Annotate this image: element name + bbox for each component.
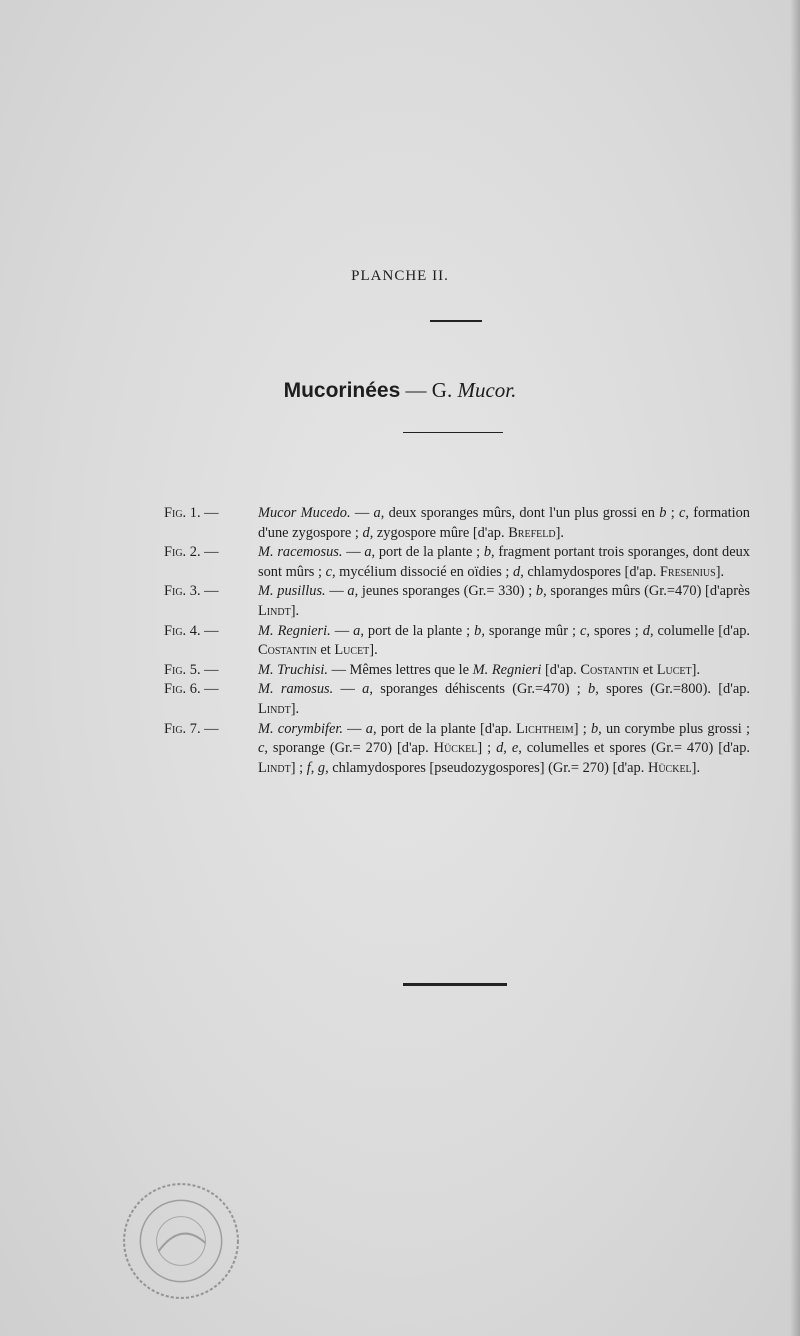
figure-text-part: b — [590, 720, 599, 737]
plate-heading: PLANCHE II. — [351, 268, 449, 284]
figure-text-part: M. ramosus. — [258, 681, 334, 698]
figure-text-part: , chlamydospores [d'ap. — [520, 563, 660, 580]
figure-text-part: M. corymbifer. — [258, 720, 343, 737]
figure-text-part: Lucet — [334, 642, 370, 659]
figure-text-part: , jeunes sporanges (Gr.= 330) ; — [354, 583, 536, 600]
figure-text-part: , spores ; — [586, 622, 643, 639]
figure-text-part: , formation d'une zygospore ; — [258, 505, 750, 541]
figure-text-part: ]. — [290, 602, 300, 619]
figure-text-part: Lindt — [258, 602, 291, 619]
figure-text-part: c — [258, 740, 265, 757]
figure-text-part: , — [310, 759, 318, 776]
figure-text-part: Costantin — [258, 642, 317, 659]
figure-text-part: c — [325, 563, 332, 580]
figure-text-part: d — [496, 740, 504, 757]
figure-legend-item — [164, 504, 750, 543]
figure-description — [258, 543, 750, 582]
figure-label: Fig. 1. — — [164, 505, 219, 521]
figure-text-part: a — [362, 681, 370, 698]
title-family: Mucorinées — [283, 379, 401, 402]
figure-text-part: — — [342, 720, 366, 737]
figure-text-part: Hückel — [647, 759, 692, 776]
figure-text-part: M. Truchisi. — [258, 661, 328, 678]
figure-text-part: ]. — [369, 642, 378, 659]
title-genus: Mucor. — [457, 378, 517, 402]
figure-text-part: , columelle [d'ap. — [649, 622, 751, 639]
figure-text-part: d — [362, 524, 370, 541]
figure-text-part: — — [350, 505, 374, 521]
figure-text-part: [d'ap. — [541, 661, 581, 678]
figure-text-part: , port de la plante ; — [360, 622, 475, 639]
figure-text-part: , chlamydospores [pseudozygospores] (Gr.= 270) [d'ap. — [325, 759, 648, 776]
figure-label: Fig. 2. — — [164, 544, 219, 561]
figure-text-part: , zygospore mûre [d'ap. — [369, 524, 509, 541]
figure-description — [258, 680, 750, 719]
figure-text-part: Fresenius — [659, 563, 716, 580]
figure-text-part: et — [316, 642, 335, 659]
figure-text-part: et — [639, 661, 657, 678]
plate-title — [0, 378, 800, 403]
figure-text-part: ] ; — [573, 720, 591, 737]
figure-label: Fig. 7. — — [164, 720, 219, 737]
figure-legend-item — [164, 582, 750, 621]
figure-description — [258, 622, 750, 661]
figure-text-part: — — [325, 583, 348, 600]
page-edge-shadow — [790, 0, 800, 1336]
figure-description — [258, 661, 750, 681]
figure-text-part: , port de la plante ; — [371, 544, 484, 561]
library-stamp-icon — [120, 1180, 242, 1302]
figure-text-part: ] ; — [290, 759, 307, 776]
figure-text-part: M. Regnieri. — [258, 622, 331, 639]
figure-text-part: Brefeld — [508, 524, 556, 541]
figure-text-part: , deux sporanges mûrs, dont l'un plus grossi en — [380, 505, 660, 521]
figure-text-part: M. racemosus. — [258, 544, 343, 561]
figure-text-part: — — [330, 622, 354, 639]
figure-legend-list — [164, 504, 750, 778]
figure-text-part: — Mêmes lettres que le — [327, 661, 473, 678]
figure-text-part: Hückel — [433, 740, 478, 757]
figure-text-part: d — [642, 622, 650, 639]
figure-text-part: g — [317, 759, 326, 776]
figure-text-part: ; — [666, 505, 679, 521]
figure-text-part: ]. — [691, 661, 701, 678]
figure-text-part: Lindt — [258, 700, 291, 717]
figure-text-part: , port de la plante [d'ap. — [373, 720, 517, 737]
figure-label: Fig. 5. — — [164, 661, 219, 678]
rule-under-heading — [430, 320, 482, 322]
figure-text-part: b — [535, 583, 544, 600]
figure-text-part: a — [365, 720, 373, 737]
figure-text-part: a — [373, 505, 381, 521]
figure-text-part: a — [353, 622, 361, 639]
figure-text-part: M. pusillus. — [258, 583, 326, 600]
figure-text-part: , — [503, 740, 512, 757]
figure-text-part: f — [306, 759, 311, 776]
figure-text-part: ]. — [290, 700, 300, 717]
figure-text-part: , spores (Gr.=800). [d'ap. — [595, 681, 751, 698]
figure-legend-item — [164, 680, 750, 719]
figure-text-part: — — [333, 681, 363, 698]
figure-text-part: , columelles et spores (Gr.= 470) [d'ap. — [518, 740, 750, 757]
figure-description — [258, 504, 750, 543]
figure-label: Fig. 6. — — [164, 681, 219, 698]
figure-legend-item — [164, 720, 750, 779]
figure-text-part: , un corymbe plus grossi ; — [598, 720, 750, 737]
title-separator: — G. — [400, 378, 458, 402]
figure-text-part: b — [474, 622, 482, 639]
figure-text-part: Lindt — [258, 759, 291, 776]
figure-legend-item — [164, 661, 750, 681]
figure-text-part: , sporange (Gr.= 270) [d'ap. — [264, 740, 434, 757]
figure-legend-item — [164, 543, 750, 582]
figure-text-part: a — [347, 583, 355, 600]
figure-text-part: , sporange mûr ; — [481, 622, 581, 639]
figure-label: Fig. 3. — — [164, 583, 219, 600]
figure-text-part: — — [342, 544, 365, 561]
figure-text-part: b — [659, 505, 667, 521]
rule-under-title — [403, 432, 503, 433]
figure-text-part: ]. — [691, 759, 701, 776]
figure-text-part: a — [364, 544, 372, 561]
figure-text-part: Costantin — [580, 661, 640, 678]
figure-text-part: e — [511, 740, 519, 757]
figure-text-part: ] ; — [477, 740, 497, 757]
figure-text-part: ]. — [715, 563, 725, 580]
figure-text-part: d — [513, 563, 521, 580]
figure-text-part: Lucet — [656, 661, 692, 678]
figure-legend-item — [164, 622, 750, 661]
figure-text-part: b — [483, 544, 492, 561]
figure-description — [258, 720, 750, 779]
figure-text-part: c — [678, 505, 686, 521]
figure-label: Fig. 4. — — [164, 622, 219, 639]
figure-text-part: c — [580, 622, 587, 639]
figure-text-part: ]. — [555, 524, 564, 541]
figure-text-part: , sporanges déhiscents (Gr.=470) ; — [369, 681, 589, 698]
figure-text-part: , sporanges mûrs (Gr.=470) [d'après — [543, 583, 750, 600]
figure-text-part: , mycélium dissocié en oïdies ; — [331, 563, 514, 580]
figure-text-part: , fragment portant trois sporanges, dont deux sont mûrs ; — [258, 544, 750, 580]
rule-end — [403, 983, 507, 986]
figure-description — [258, 582, 750, 621]
figure-text-part: Lichtheim — [516, 720, 574, 737]
figure-text-part: b — [588, 681, 596, 698]
figure-text-part: Mucor Mucedo. — [258, 505, 351, 521]
figure-text-part: M. Regnieri — [472, 661, 542, 678]
